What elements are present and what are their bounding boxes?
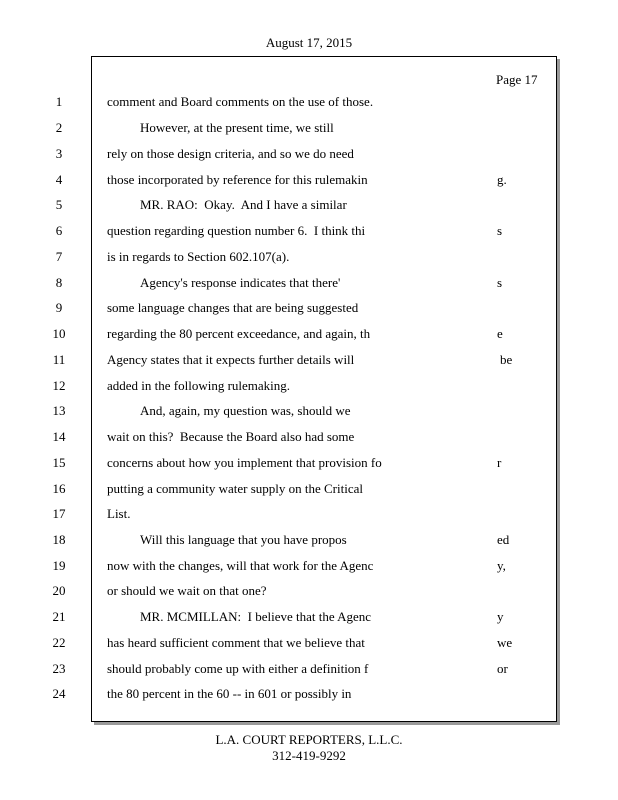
transcript-line: regarding the 80 percent exceedance, and again, th [107, 326, 371, 341]
transcript-line: is in regards to Section 602.107(a). [107, 249, 290, 264]
line-tail: ed [497, 532, 510, 547]
transcript-line: List. [107, 506, 131, 521]
line-number: 9 [55, 300, 63, 315]
line-number: 4 [55, 172, 63, 187]
transcript-line: those incorporated by reference for this rulemakin [107, 172, 368, 187]
line-number: 15 [52, 455, 66, 470]
line-number: 23 [52, 661, 66, 676]
transcript-line: now with the changes, will that work for the Agenc [107, 558, 374, 573]
transcript-line: And, again, my question was, should we [140, 403, 351, 418]
line-tail: or [497, 661, 508, 676]
line-number: 6 [55, 223, 63, 238]
transcript-line: the 80 percent in the 60 -- in 601 or possibly in [107, 686, 352, 701]
line-number: 24 [52, 686, 66, 701]
line-tail: r [497, 455, 502, 470]
footer-company: L.A. COURT REPORTERS, L.L.C. [215, 732, 403, 747]
line-number: 5 [55, 197, 63, 212]
line-tail: g. [497, 172, 507, 187]
transcript-line: wait on this? Because the Board also had some [107, 429, 355, 444]
transcript-line: Will this language that you have propos [140, 532, 347, 547]
line-tail: e [497, 326, 503, 341]
transcript-line: MR. MCMILLAN: I believe that the Agenc [140, 609, 372, 624]
footer-phone: 312-419-9292 [272, 748, 346, 763]
line-number: 13 [52, 403, 66, 418]
line-number: 7 [55, 249, 63, 264]
line-number: 17 [52, 506, 66, 521]
transcript-line: should probably come up with either a definition f [107, 661, 369, 676]
line-number: 22 [52, 635, 66, 650]
page-number: Page 17 [496, 72, 538, 87]
line-number: 20 [52, 583, 66, 598]
line-number: 16 [52, 481, 66, 496]
transcript-line: some language changes that are being suggested [107, 300, 359, 315]
line-number: 12 [52, 378, 66, 393]
transcript-line: question regarding question number 6. I think thi [107, 223, 366, 238]
line-number: 8 [55, 275, 63, 290]
line-number: 19 [52, 558, 66, 573]
line-number: 14 [52, 429, 66, 444]
transcript-line: Agency states that it expects further details will [107, 352, 355, 367]
transcript-line: However, at the present time, we still [140, 120, 334, 135]
transcript-line: rely on those design criteria, and so we do need [107, 146, 354, 161]
line-tail: s [497, 223, 503, 238]
transcript-line: concerns about how you implement that provision fo [107, 455, 382, 470]
transcript-line: or should we wait on that one? [107, 583, 267, 598]
page-footer [0, 732, 618, 764]
line-number: 3 [55, 146, 63, 161]
transcript-line: added in the following rulemaking. [107, 378, 291, 393]
line-number: 2 [55, 120, 63, 135]
transcript-line: has heard sufficient comment that we believe that [107, 635, 365, 650]
line-number: 1 [55, 94, 63, 109]
line-number: 18 [52, 532, 66, 547]
transcript-line: Agency's response indicates that there' [140, 275, 341, 290]
line-tail: y, [497, 558, 506, 573]
line-number: 10 [52, 326, 66, 341]
line-tail: y [497, 609, 504, 624]
transcript-line: comment and Board comments on the use of those. [107, 94, 374, 109]
line-tail: we [497, 635, 513, 650]
line-number: 11 [52, 352, 66, 367]
line-tail: s [497, 275, 503, 290]
transcript-line: putting a community water supply on the Critical [107, 481, 363, 496]
header-date: August 17, 2015 [265, 35, 353, 50]
transcript-line: MR. RAO: Okay. And I have a similar [140, 197, 347, 212]
line-tail: be [500, 352, 513, 367]
line-number: 21 [52, 609, 66, 624]
